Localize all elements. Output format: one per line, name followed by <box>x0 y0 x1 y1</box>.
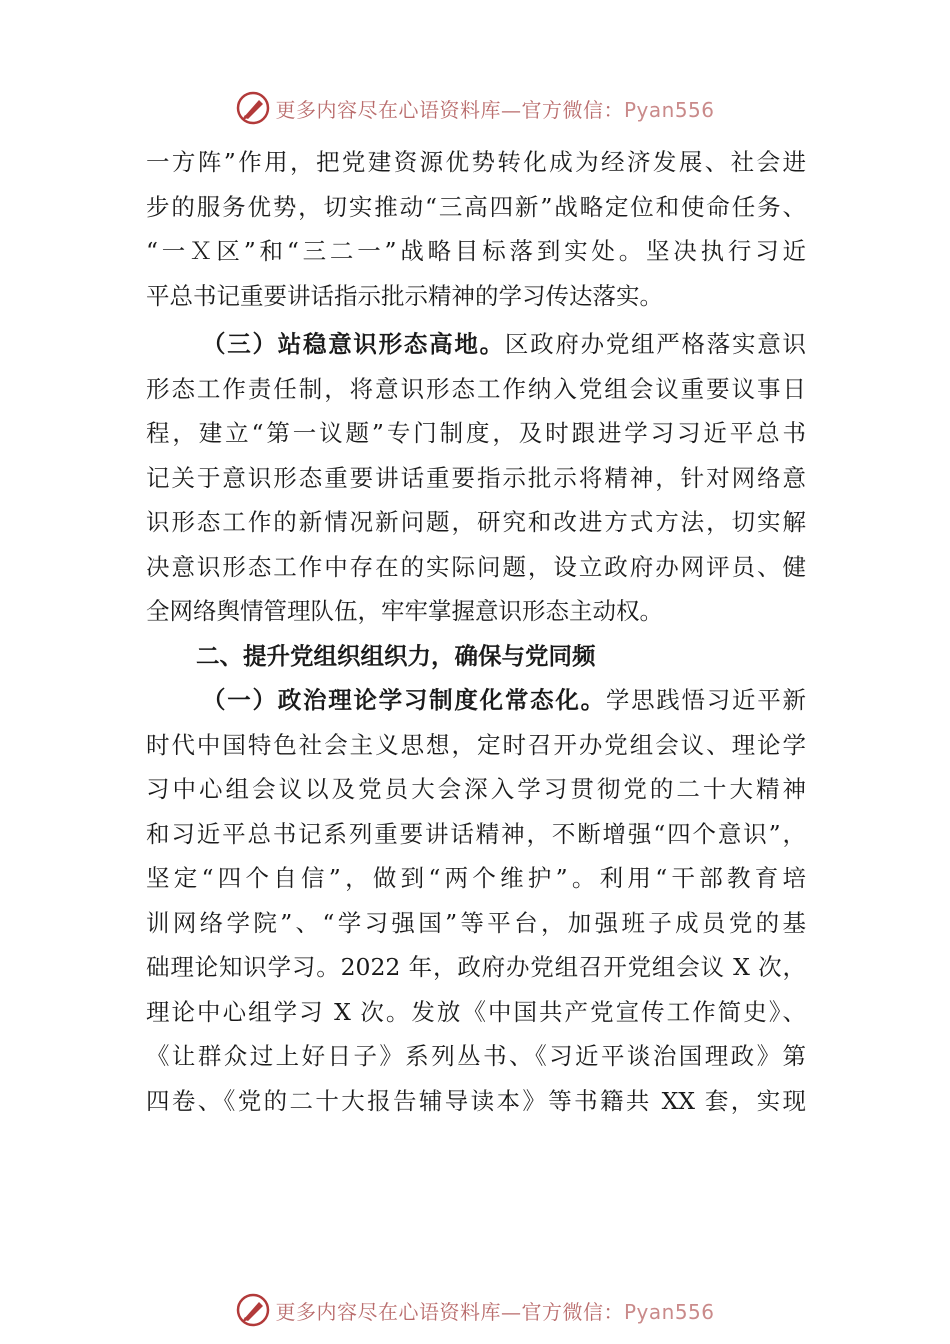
subsection-heading: （一）政治理论学习制度化常态化。 <box>202 686 606 714</box>
section-heading: 二、提升党组织组织力，确保与党同频 <box>196 641 596 670</box>
pen-logo-icon <box>235 1292 271 1328</box>
paragraph-intro <box>146 140 806 318</box>
text-line: 和习近平总书记系列重要讲话精神，不断增强“四个意识”， <box>146 819 806 848</box>
document-body <box>146 140 806 1123</box>
text-line: 形态工作责任制，将意识形态工作纳入党组会议重要议事日 <box>146 374 806 403</box>
text-line: 程，建立“第一议题”专门制度，及时跟进学习习近平总书 <box>146 419 806 447</box>
text-line: 习中心组会议以及党员大会深入学习贯彻党的二十大精神 <box>146 775 806 803</box>
text-line: 识形态工作的新情况新问题，研究和改进方式方法，切实解 <box>146 508 806 536</box>
text-line: 记关于意识形态重要讲话重要指示批示将精神，针对网络意 <box>146 463 806 492</box>
text-line: 步的服务优势，切实推动“三高四新”战略定位和使命任务、 <box>146 192 806 221</box>
watermark-banner-bottom <box>0 1290 950 1330</box>
watermark-text: 更多内容尽在心语资料库—官方微信：Pyan556 <box>275 97 715 122</box>
text-line: 训网络学院”、“学习强国”等平台，加强班子成员党的基 <box>146 908 806 937</box>
text-line: “一Ｘ区”和“三二一”战略目标落到实处。坚决执行习近 <box>146 237 806 265</box>
text-line: 一方阵”作用，把党建资源优势转化成为经济发展、社会进 <box>146 148 806 176</box>
text-line: 坚定“四个自信”，做到“两个维护”。利用“干部教育培 <box>146 864 806 892</box>
text-line: 四卷、《党的二十大报告辅导读本》等书籍共 XX 套，实现 <box>146 1086 806 1115</box>
text-line: 础理论知识学习。2022 年，政府办党组召开党组会议 X 次， <box>146 953 806 981</box>
watermark-banner-top <box>0 88 950 128</box>
text-line: 全网络舆情管理队伍，牢牢掌握意识形态主动权。 <box>146 597 663 625</box>
text-line: （一）政治理论学习制度化常态化。学思践悟习近平新 <box>202 686 807 714</box>
text-line: 理论中心组学习 X 次。发放《中国共产党宣传工作简史》、 <box>146 997 806 1026</box>
watermark-text: 更多内容尽在心语资料库—官方微信：Pyan556 <box>275 1299 715 1324</box>
subsection-heading: （三）站稳意识形态高地。 <box>202 330 505 358</box>
text-line: 平总书记重要讲话指示批示精神的学习传达落实。 <box>146 281 663 310</box>
text-line: 《让群众过上好日子》系列丛书、《习近平谈治国理政》第 <box>146 1042 806 1070</box>
text-line: （三）站稳意识形态高地。区政府办党组严格落实意识 <box>202 330 807 358</box>
pen-logo-icon <box>235 90 271 126</box>
text-line: 时代中国特色社会主义思想，定时召开办党组会议、理论学 <box>146 730 806 759</box>
paragraph-theory-study <box>146 678 806 1123</box>
text-line: 决意识形态工作中存在的实际问题，设立政府办网评员、健 <box>146 552 806 581</box>
paragraph-ideology <box>146 322 806 634</box>
